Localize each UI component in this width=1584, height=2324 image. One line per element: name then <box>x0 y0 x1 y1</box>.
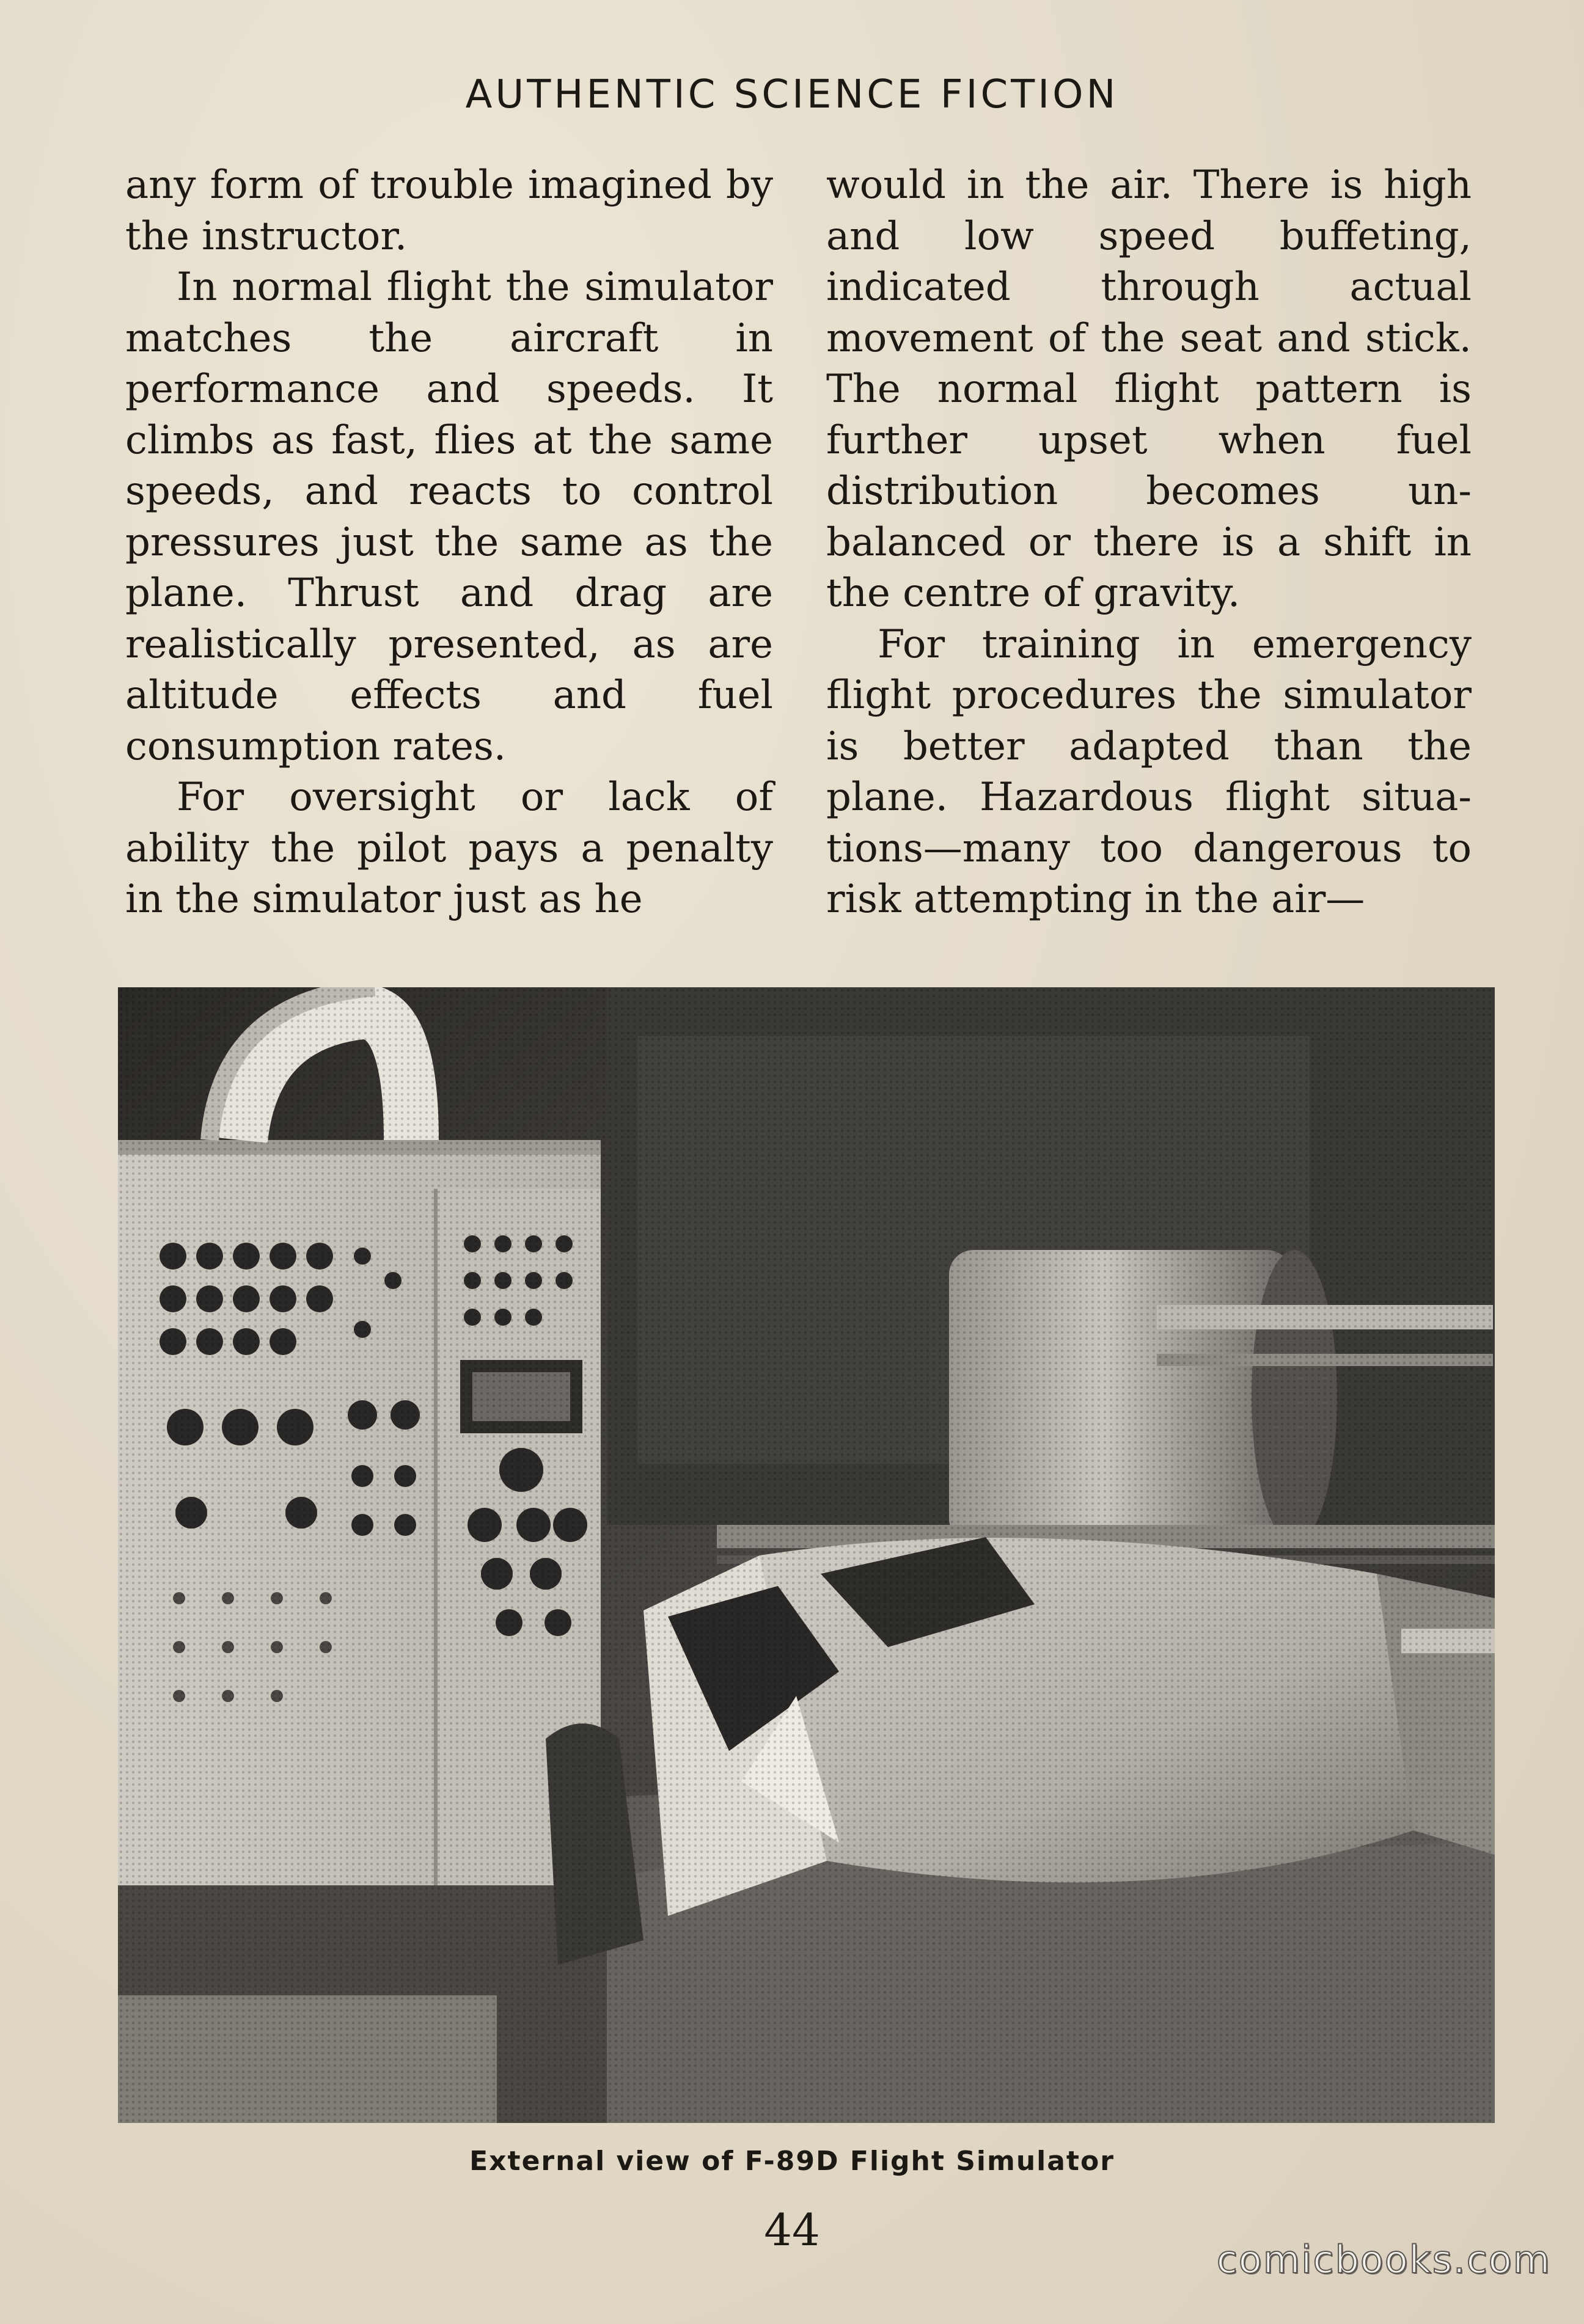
figure-caption: External view of F-89D Flight Simulator <box>469 2146 1115 2177</box>
simulator-photo <box>118 987 1495 2123</box>
paragraph: For oversight or lack of ability the pilot pays a penalty in the simulator just as he <box>125 775 773 922</box>
paragraph: For training in emergency flight procedures the simulator is better adapted than the plane. Hazardous flight situations—many too dangerous to risk attempting in the air— <box>826 621 1472 922</box>
paragraph: would in the air. There is high and low speed buffeting, indicated through actual movement of the seat and stick. The normal flight pattern is further upset when fuel distribution becomes unbalanced or there is a shift in the centre of gravity. <box>826 163 1472 616</box>
paragraph: In normal flight the simulator matches the aircraft in performance and speeds. It climbs as fast, flies at the same speeds, and reacts to control pressures just the same as the plane. Thrust and drag are realistically presented, as are altitude effects and fuel consumption rates. <box>125 265 773 769</box>
watermark: comicbooks.com <box>1216 2237 1551 2282</box>
text-column-left <box>125 160 773 926</box>
text-column-right <box>826 160 1472 926</box>
paragraph: any form of trouble imagined by the instructor. <box>125 163 773 259</box>
simulator-photo-illustration <box>118 987 1495 2123</box>
page-number: 44 <box>764 2204 820 2256</box>
running-head: AUTHENTIC SCIENCE FICTION <box>465 72 1119 117</box>
